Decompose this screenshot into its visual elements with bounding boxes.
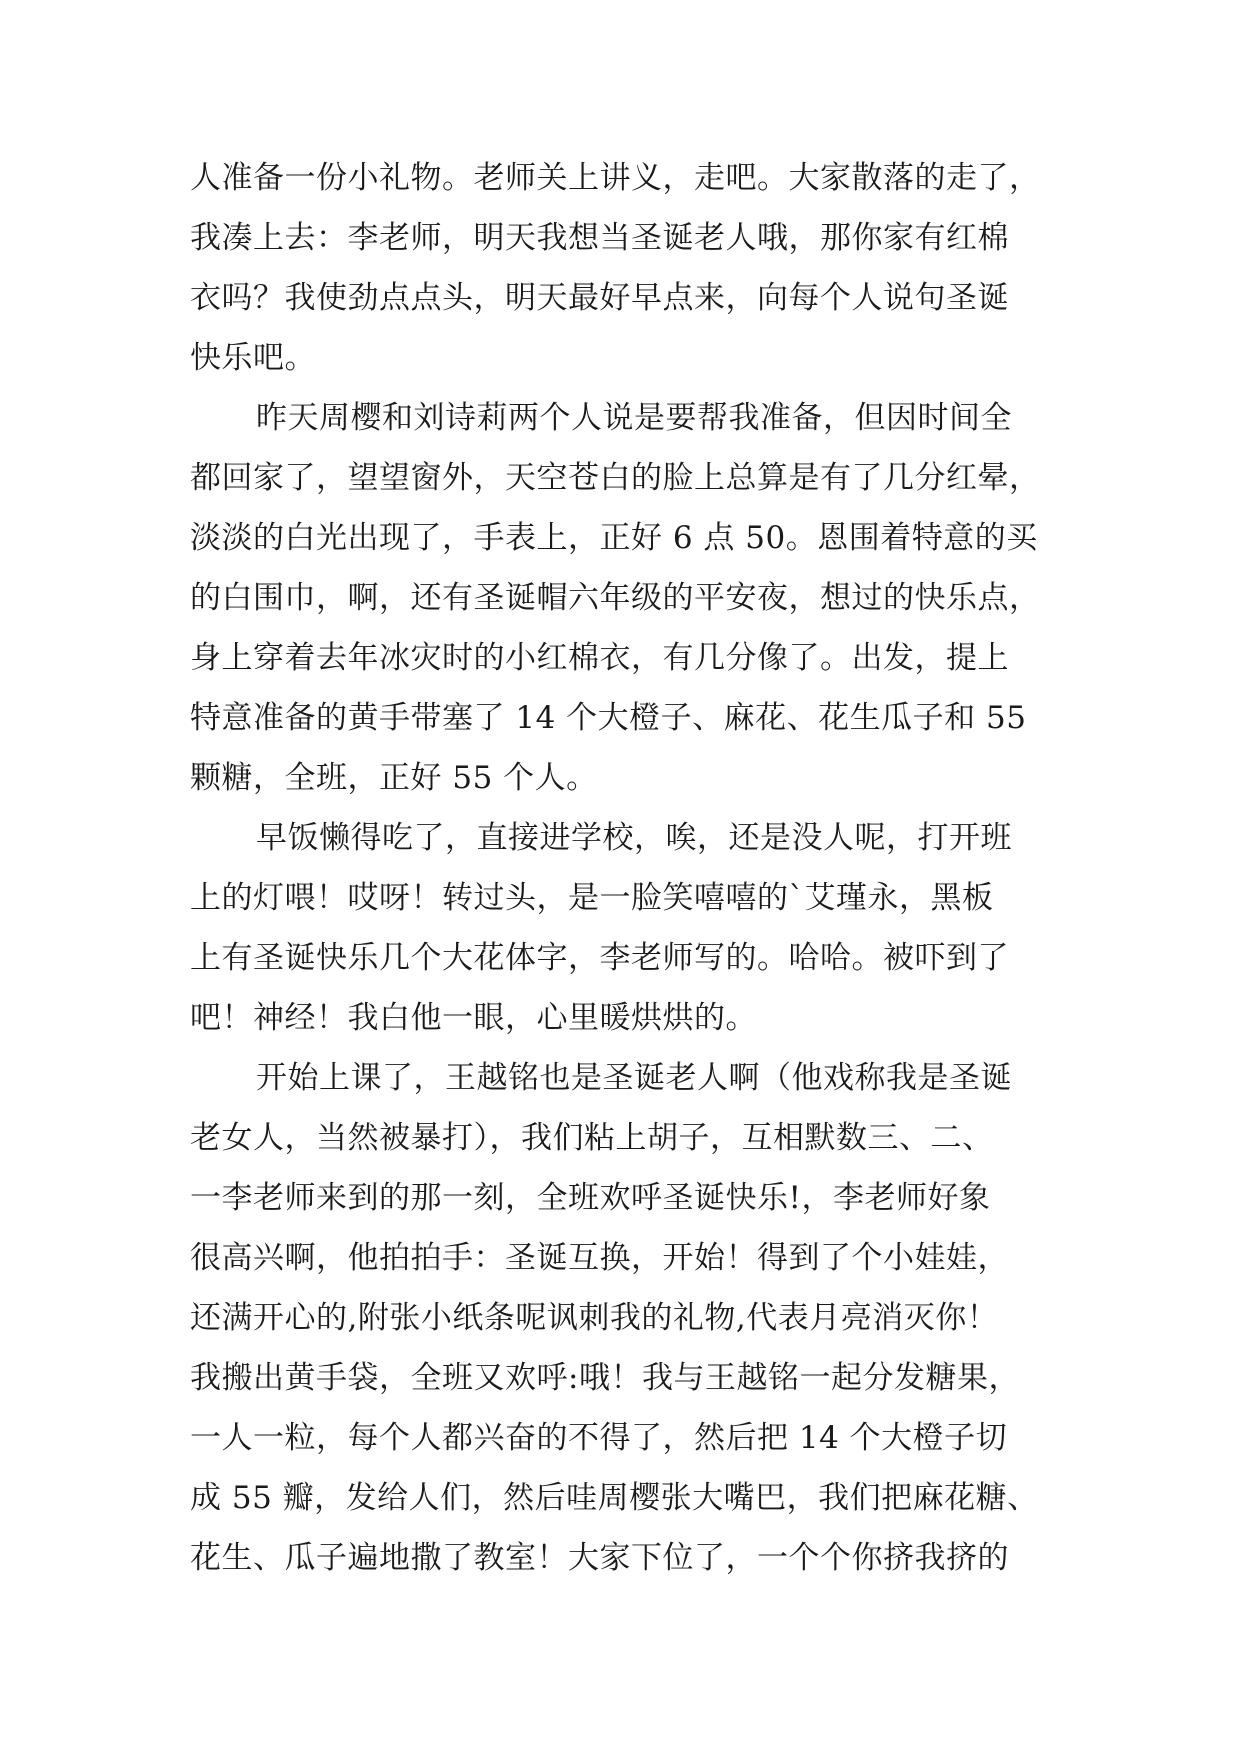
text-line: 身上穿着去年冰灾时的小红棉衣，有几分像了。出发，提上 <box>190 640 1009 676</box>
text-line: 的白围巾，啊，还有圣诞帽六年级的平安夜，想过的快乐点， <box>190 580 1041 616</box>
text-line: 特意准备的黄手带塞了 14 个大橙子、麻花、花生瓜子和 55 <box>190 700 1027 736</box>
text-line: 人准备一份小礼物。老师关上讲义，走吧。大家散落的走了， <box>190 160 1041 196</box>
text-line: 上有圣诞快乐几个大花体字，李老师写的。哈哈。被吓到了 <box>190 940 1009 976</box>
text-line: 颗糖，全班，正好 55 个人。 <box>190 760 598 796</box>
paragraph <box>190 1048 1050 1588</box>
text-line: 老女人，当然被暴打），我们粘上胡子，互相默数三、二、 <box>190 1120 994 1156</box>
paragraph <box>190 148 1050 388</box>
text-line: 我搬出黄手袋，全班又欢呼:哦！我与王越铭一起分发糖果， <box>190 1360 1020 1396</box>
text-line: 一人一粒，每个人都兴奋的不得了，然后把 14 个大橙子切 <box>190 1420 1008 1456</box>
text-line: 吧！神经！我白他一眼，心里暖烘烘的。 <box>190 1000 757 1036</box>
body-text <box>190 148 1050 1588</box>
text-line: 一李老师来到的那一刻，全班欢呼圣诞快乐!，李老师好象 <box>190 1180 991 1216</box>
paragraph <box>190 808 1050 1048</box>
text-line: 昨天周樱和刘诗莉两个人说是要帮我准备，但因时间全 <box>256 400 1012 436</box>
text-line: 我凑上去：李老师，明天我想当圣诞老人哦，那你家有红棉 <box>190 220 1009 256</box>
text-line: 淡淡的白光出现了，手表上，正好 6 点 50。恩围着特意的买 <box>190 520 1038 556</box>
text-line: 成 55 瓣，发给人们，然后哇周樱张大嘴巴，我们把麻花糖、 <box>190 1480 1039 1516</box>
text-line: 衣吗？我使劲点点头，明天最好早点来，向每个人说句圣诞 <box>190 280 1009 316</box>
paragraph <box>190 388 1050 808</box>
text-line: 快乐吧。 <box>190 340 316 376</box>
text-line: 很高兴啊，他拍拍手：圣诞互换，开始！得到了个小娃娃， <box>190 1240 1009 1276</box>
text-line: 上的灯喂！哎呀！转过头，是一脸笑嘻嘻的`艾瑾永，黑板 <box>190 880 994 916</box>
text-line: 都回家了，望望窗外，天空苍白的脸上总算是有了几分红晕， <box>190 460 1041 496</box>
text-line: 开始上课了，王越铭也是圣诞老人啊（他戏称我是圣诞 <box>256 1060 1012 1096</box>
text-line: 还满开心的,附张小纸条呢讽刺我的礼物,代表月亮消灭你！ <box>190 1300 999 1336</box>
text-line: 花生、瓜子遍地撒了教室！大家下位了，一个个你挤我挤的 <box>190 1540 1009 1576</box>
text-line: 早饭懒得吃了，直接进学校，唉，还是没人呢，打开班 <box>256 820 1012 856</box>
